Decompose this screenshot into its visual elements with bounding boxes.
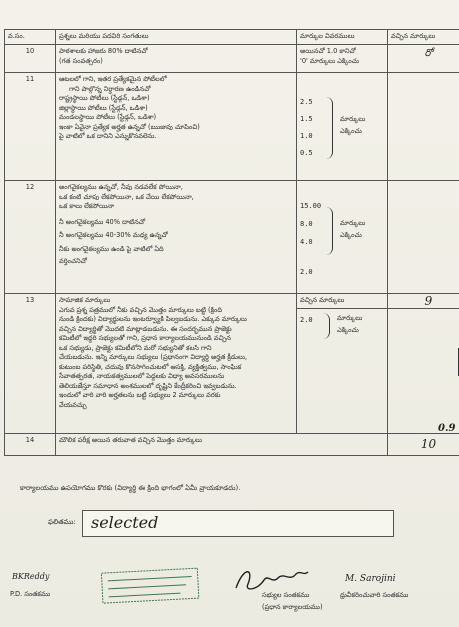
question-line: అంగవైకల్యము ఉన్నచో, నీవు నడవలేక పోయినా, bbox=[59, 183, 183, 191]
question-line: ఒక సభ్యుడు, ప్రాజెక్టు కమిటీలోని మరో సభ్యునితో కలసి గాని bbox=[59, 343, 212, 352]
marks-top-label: వచ్చిన మార్కులు bbox=[297, 294, 387, 309]
question-line: నీకు అంగవైకల్యము ఉండి పై వాటిలో ఏది bbox=[59, 244, 164, 253]
question-line: ఆటలలో గాని, ఇతర ప్రత్యేకమైన పోటీలలో bbox=[59, 75, 167, 83]
row-awarded bbox=[388, 181, 459, 294]
result-label: ఫలితము: bbox=[48, 518, 76, 526]
question-line: జిల్లాస్థాయి పోటీలు (స్టేడ్గన్, ఒడిశా) bbox=[59, 103, 148, 112]
awarded-value: రో bbox=[424, 48, 433, 59]
row-marks-detail bbox=[297, 73, 388, 181]
header-sno: వ.సం. bbox=[5, 30, 56, 45]
question-line: మండలస్థాయి పోటీలు (స్టేడ్గన్, ఒడిశా) bbox=[59, 113, 157, 122]
head-office-label: (ప్రధాన కార్యాలయము) bbox=[262, 603, 323, 611]
marks-value: 2.5 bbox=[300, 98, 313, 106]
question-line: పాఠశాలకు హాజరు 80% దాటినచో bbox=[59, 47, 148, 55]
row-question bbox=[56, 181, 297, 294]
question-line: పై వాటిలో ఒక దానిని ఎన్నుకొనవలెను. bbox=[59, 132, 157, 141]
marks-value: 1.5 bbox=[300, 115, 313, 124]
question-line: ఒక కాలు లేకపోయినా bbox=[59, 202, 115, 211]
marks-label: మార్కులు bbox=[340, 115, 366, 123]
row-marks-detail bbox=[297, 181, 388, 294]
pd-signature: BKReddy bbox=[12, 572, 50, 581]
row-marks-detail bbox=[297, 294, 388, 434]
table-header bbox=[5, 30, 459, 45]
marks-list bbox=[300, 75, 384, 159]
question-line: తెలియజేస్తూ సమాధాన అంశములలో దృష్టిని కేంద్రీకరించి ఇవ్వబడును. bbox=[59, 381, 237, 390]
question-line: మౌలిక పరీక్ష అయిన తరువాత వచ్చిన మొత్తం మార్కులు bbox=[59, 436, 202, 444]
row-awarded bbox=[388, 45, 459, 73]
row-awarded bbox=[388, 73, 459, 181]
header-question: ప్రశ్నలు మరియు పదవిరి సంగతులు bbox=[56, 30, 297, 45]
row-question bbox=[56, 45, 297, 73]
awarded-extra: 0.9 bbox=[438, 423, 456, 434]
question-title: సామాజిక మార్కులు bbox=[59, 296, 111, 304]
question-line: ఒక కంటి చూపు లేకపోయినా, ఒక చేయి లేకపోయినా, bbox=[59, 192, 194, 201]
question-line: కుటుంబ పరిస్థితి, చదువు కొనసాగించుటలో ఆసక్తి, వ్యక్తిత్వము, సాంఘిక bbox=[59, 362, 242, 371]
question-line: ఇందులో వారి వారి అర్హతలను బట్టి సభ్యులు 2 మార్కులు వరకు bbox=[59, 391, 221, 400]
brace-icon bbox=[323, 313, 330, 339]
question-line: వచ్చిన విద్యార్థితో మొదటి మాట్లాడబడును. ఈ సందర్భమున ప్రాజెక్టు bbox=[59, 324, 232, 333]
marks-value: 2.0 bbox=[300, 268, 313, 277]
row-awarded bbox=[388, 434, 459, 456]
question-line: నీ అంగవైకల్యము 40-30% మధ్య ఉన్నచో bbox=[59, 231, 168, 240]
marks-value: 8.0 bbox=[300, 220, 313, 229]
office-use-note: కార్యాలయము ఉపయోగము కొరకు (విద్యార్థి ఈ క్రింది భాగంలో ఏమీ వ్రాయకూడదు). bbox=[20, 484, 241, 492]
marks-value: 0.5 bbox=[300, 149, 313, 158]
row-marks-detail bbox=[297, 45, 388, 73]
chair-sign-label: ధ్రువీకరించువారి సంతకము bbox=[340, 591, 409, 599]
marks-list bbox=[297, 309, 387, 334]
marks-label: ఎక్కించు bbox=[340, 231, 362, 239]
question-line: సేవాతత్పరత, నాయకత్వములలో పెద్దలకు విధ్యా అవసరములను bbox=[59, 372, 225, 381]
brace-icon bbox=[326, 207, 333, 255]
marks-value: 1.0 bbox=[300, 132, 313, 141]
question-line: గాని పాల్గొన్న నిర్ధారణ ఉండినచో bbox=[69, 84, 151, 93]
member-sign-label: సభ్యుల సంతకము bbox=[262, 591, 310, 599]
question-line: కమిటీలో ఇద్దరి సభ్యులతో గాని, ప్రధాన కార్యాలయమునుండి వచ్చిన bbox=[59, 334, 231, 343]
header-marks-got: వచ్చిన మార్కులు bbox=[388, 30, 459, 45]
marks-list bbox=[300, 183, 384, 278]
result-field bbox=[82, 510, 394, 537]
question-line: వేయవచ్చు bbox=[59, 401, 87, 410]
table-row-14 bbox=[5, 434, 459, 456]
marks-line: '0' మార్కులు ఎక్కించు bbox=[300, 56, 360, 65]
table-row-12 bbox=[5, 181, 459, 294]
row-number: 13 bbox=[5, 294, 56, 434]
table-row-11 bbox=[5, 73, 459, 181]
row-awarded bbox=[388, 294, 459, 434]
result-value: selected bbox=[91, 513, 159, 532]
awarded-value: 9 bbox=[424, 294, 433, 308]
table-row-10 bbox=[5, 45, 459, 73]
question-line: ఇంకా ఏవైనా ప్రత్యేక అర్హత ఉన్నచో (ఋజువు చూపించి) bbox=[59, 122, 200, 131]
question-line: నీ అంగవైకల్యము 40% దాటినచో bbox=[59, 217, 146, 226]
marks-label: మార్కులు bbox=[340, 219, 366, 227]
row-question bbox=[56, 73, 297, 181]
row-number: 14 bbox=[5, 434, 56, 456]
marks-label: ఎక్కించు bbox=[337, 326, 359, 334]
marks-line: అయినచో 1.0 కానిచో bbox=[300, 47, 356, 55]
chair-signature: M. Sarojini bbox=[345, 574, 396, 584]
table-row-13 bbox=[5, 294, 459, 434]
question-line: నుండి క్రిందకు) విద్యార్థులను ఇంటర్వ్యూకి పిల్వబడును. ఎక్కువ మార్కులు bbox=[59, 315, 247, 324]
awarded-box bbox=[388, 294, 459, 309]
row-number: 10 bbox=[5, 45, 56, 73]
row-question bbox=[56, 434, 388, 456]
marks-value: 15.00 bbox=[300, 202, 322, 210]
question-line: రాష్ట్రస్థాయి పోటీలు (స్టేడ్గన్, ఒడిశా) bbox=[59, 94, 150, 103]
marks-value: 4.0 bbox=[300, 238, 313, 247]
marks-label: మార్కులు bbox=[337, 314, 363, 322]
row-question bbox=[56, 294, 297, 434]
row-number: 11 bbox=[5, 73, 56, 181]
marks-label: ఎక్కించు bbox=[340, 127, 362, 135]
awarded-value: 10 bbox=[420, 437, 437, 451]
question-line: చేయబడును. ఇన్ని మార్కులు సభ్యులు (ప్రధానంగా విద్యార్థి అర్హత క్రీడులు, bbox=[59, 353, 248, 362]
office-stamp bbox=[99, 553, 227, 613]
marks-value: 2.0 bbox=[300, 316, 313, 324]
header-marks-detail: మార్కుల వివరములు bbox=[297, 30, 388, 45]
question-line: వర్తించనిచో bbox=[59, 257, 87, 266]
row-number: 12 bbox=[5, 181, 56, 294]
stamp-icon bbox=[99, 553, 227, 613]
question-line: (గత సంవత్సరం) bbox=[59, 56, 103, 65]
question-line: ఎగువ ప్రశ్న పత్రములో నీకు వచ్చిన మొత్తం మార్కులు బట్టి (క్రింది bbox=[59, 305, 223, 314]
pd-sign-label: P.D. సంతకము bbox=[10, 590, 51, 598]
marks-table bbox=[4, 29, 459, 456]
brace-icon bbox=[326, 97, 333, 159]
